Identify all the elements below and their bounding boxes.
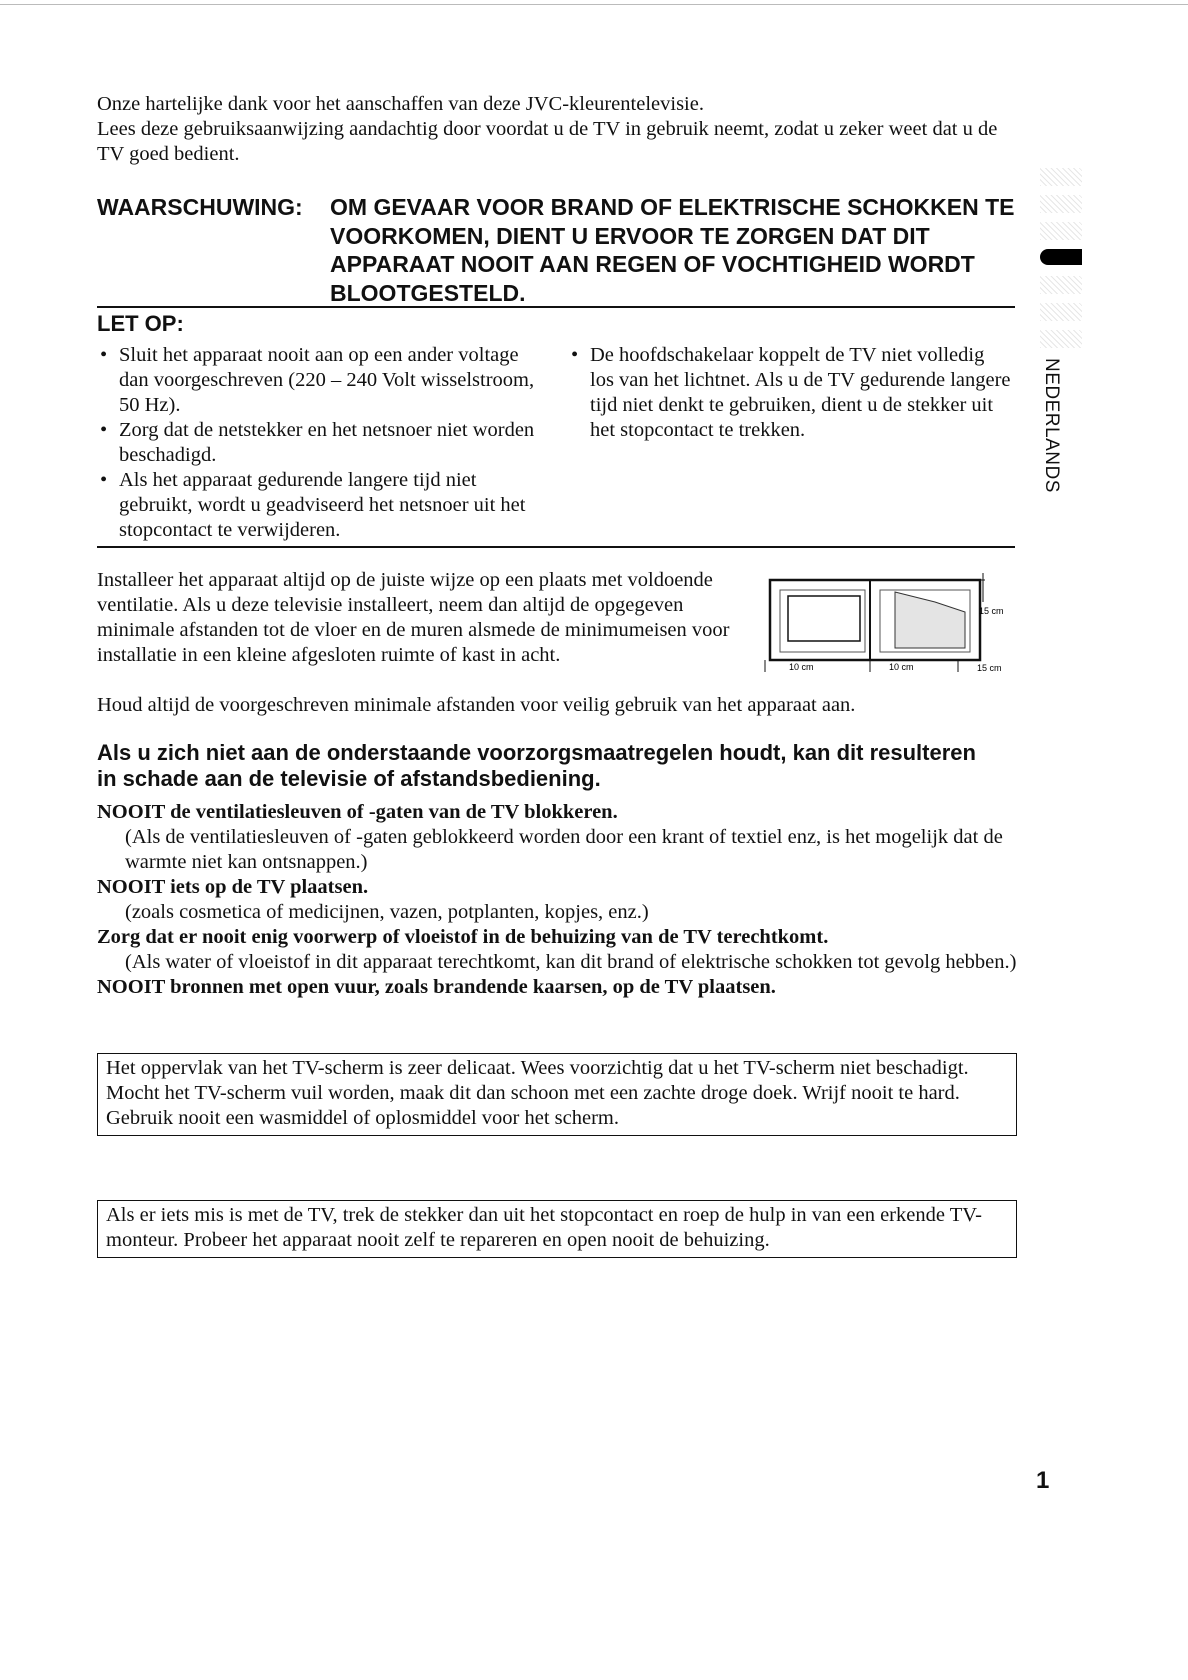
intro <box>97 92 1017 167</box>
side-tab-label: NEDERLANDS <box>1041 358 1062 493</box>
caution-title: LET OP: <box>97 311 184 336</box>
diagram-label: 15 cm <box>979 606 1004 616</box>
caution-left-list <box>97 343 542 543</box>
diagram-label: 15 cm <box>977 663 1002 673</box>
precaution-note: (Als de ventilatiesleuven of -gaten geblokkeerd worden door een krant of textiel enz, is het mogelijk dat de warmte niet kan ontsnappen.) <box>125 826 1003 873</box>
tab-marker <box>1040 168 1082 186</box>
diagram-label: 10 cm <box>789 662 814 672</box>
list-item: • De hoofdschakelaar koppelt de TV niet volledig los van het lichtnet. Als u de TV gedurende langere tijd niet denkt te gebruiken, dient u de stekker uit het stopcontact te trekken. <box>568 343 1013 443</box>
installation-text-2: Houd altijd de voorgeschreven minimale afstanden voor veilig gebruik van het apparaat aan. <box>97 694 856 716</box>
warning-label: WAARSCHUWING: <box>97 194 303 220</box>
tab-marker <box>1040 303 1082 321</box>
caution-right-list <box>568 343 1013 443</box>
divider <box>97 546 1015 548</box>
list-item: • Sluit het apparaat nooit aan op een ander voltage dan voorgeschreven (220 – 240 Volt wisselstroom, 50 Hz). <box>97 343 542 418</box>
tab-marker <box>1040 330 1082 348</box>
page-number: 1 <box>1036 1467 1050 1494</box>
box-line: Het oppervlak van het TV-scherm is zeer delicaat. Wees voorzichtig dat u het TV-scherm niet beschadigt. <box>106 1057 969 1079</box>
ventilation-diagram <box>755 570 1020 680</box>
service-box <box>97 1200 1017 1258</box>
tab-marker <box>1040 195 1082 213</box>
precaution-title: NOOIT bronnen met open vuur, zoals brandende kaarsen, op de TV plaatsen. <box>97 976 776 998</box>
screen-care-box <box>97 1053 1017 1136</box>
intro-line: Lees deze gebruiksaanwijzing aandachtig door voordat u de TV in gebruik neemt, zodat u zeker weet dat u de TV goed bedient. <box>97 118 998 165</box>
precaution-title: Zorg dat er nooit enig voorwerp of vloeistof in de behuizing van de TV terechtkomt. <box>97 926 829 948</box>
intro-line: Onze hartelijke dank voor het aanschaffen van deze JVC-kleurentelevisie. <box>97 93 704 115</box>
divider <box>97 306 1015 308</box>
list-item: • Zorg dat de netstekker en het netsnoer niet worden beschadigd. <box>97 418 542 468</box>
warning-text: OM GEVAAR VOOR BRAND OF ELEKTRISCHE SCHOKKEN TE VOORKOMEN, DIENT U ERVOOR TE ZORGEN DAT DIT APPARAAT NOOIT AAN REGEN OF VOCHTIGHEID WORDT BLOOTGESTELD. <box>330 194 1015 306</box>
box-line: Als er iets mis is met de TV, trek de stekker dan uit het stopcontact en roep de hulp in van een erkende TV-monteur. Probeer het apparaat nooit zelf te repareren en open nooit de behuizing. <box>106 1204 982 1251</box>
scan-top-edge <box>0 4 1188 5</box>
diagram-label: 10 cm <box>889 662 914 672</box>
precaution-note: (Als water of vloeistof in dit apparaat terechtkomt, kan dit brand of elektrische schokken tot gevolg hebben.) <box>125 951 1017 973</box>
precaution-note: (zoals cosmetica of medicijnen, vazen, potplanten, kopjes, enz.) <box>125 901 649 923</box>
box-line: Gebruik nooit een wasmiddel of oplosmiddel voor het scherm. <box>106 1107 619 1129</box>
active-tab-marker <box>1040 249 1082 265</box>
precaution-title: NOOIT iets op de TV plaatsen. <box>97 876 369 898</box>
installation-text: Installeer het apparaat altijd op de juiste wijze op een plaats met voldoende ventilatie. Als u deze televisie installeert, neem dan altijd de opgegeven minimale afstanden tot de vloer en de muren alsmede de minimumeisen voor installatie in een kleine afgesloten ruimte of kast in acht. <box>97 569 730 666</box>
language-tabs <box>1040 168 1082 348</box>
precautions-heading: Als u zich niet aan de onderstaande voorzorgsmaatregelen houdt, kan dit resulteren in schade aan de televisie of afstandsbediening. <box>97 740 976 791</box>
precautions-list <box>97 800 1017 1000</box>
tab-marker <box>1040 276 1082 294</box>
box-line: Mocht het TV-scherm vuil worden, maak dit dan schoon met een zachte droge doek. Wrijf nooit te hard. <box>106 1082 960 1104</box>
tab-marker <box>1040 222 1082 240</box>
list-item: • Als het apparaat gedurende langere tijd niet gebruikt, wordt u geadviseerd het netsnoer uit het stopcontact te verwijderen. <box>97 468 542 543</box>
precaution-title: NOOIT de ventilatiesleuven of -gaten van de TV blokkeren. <box>97 801 618 823</box>
